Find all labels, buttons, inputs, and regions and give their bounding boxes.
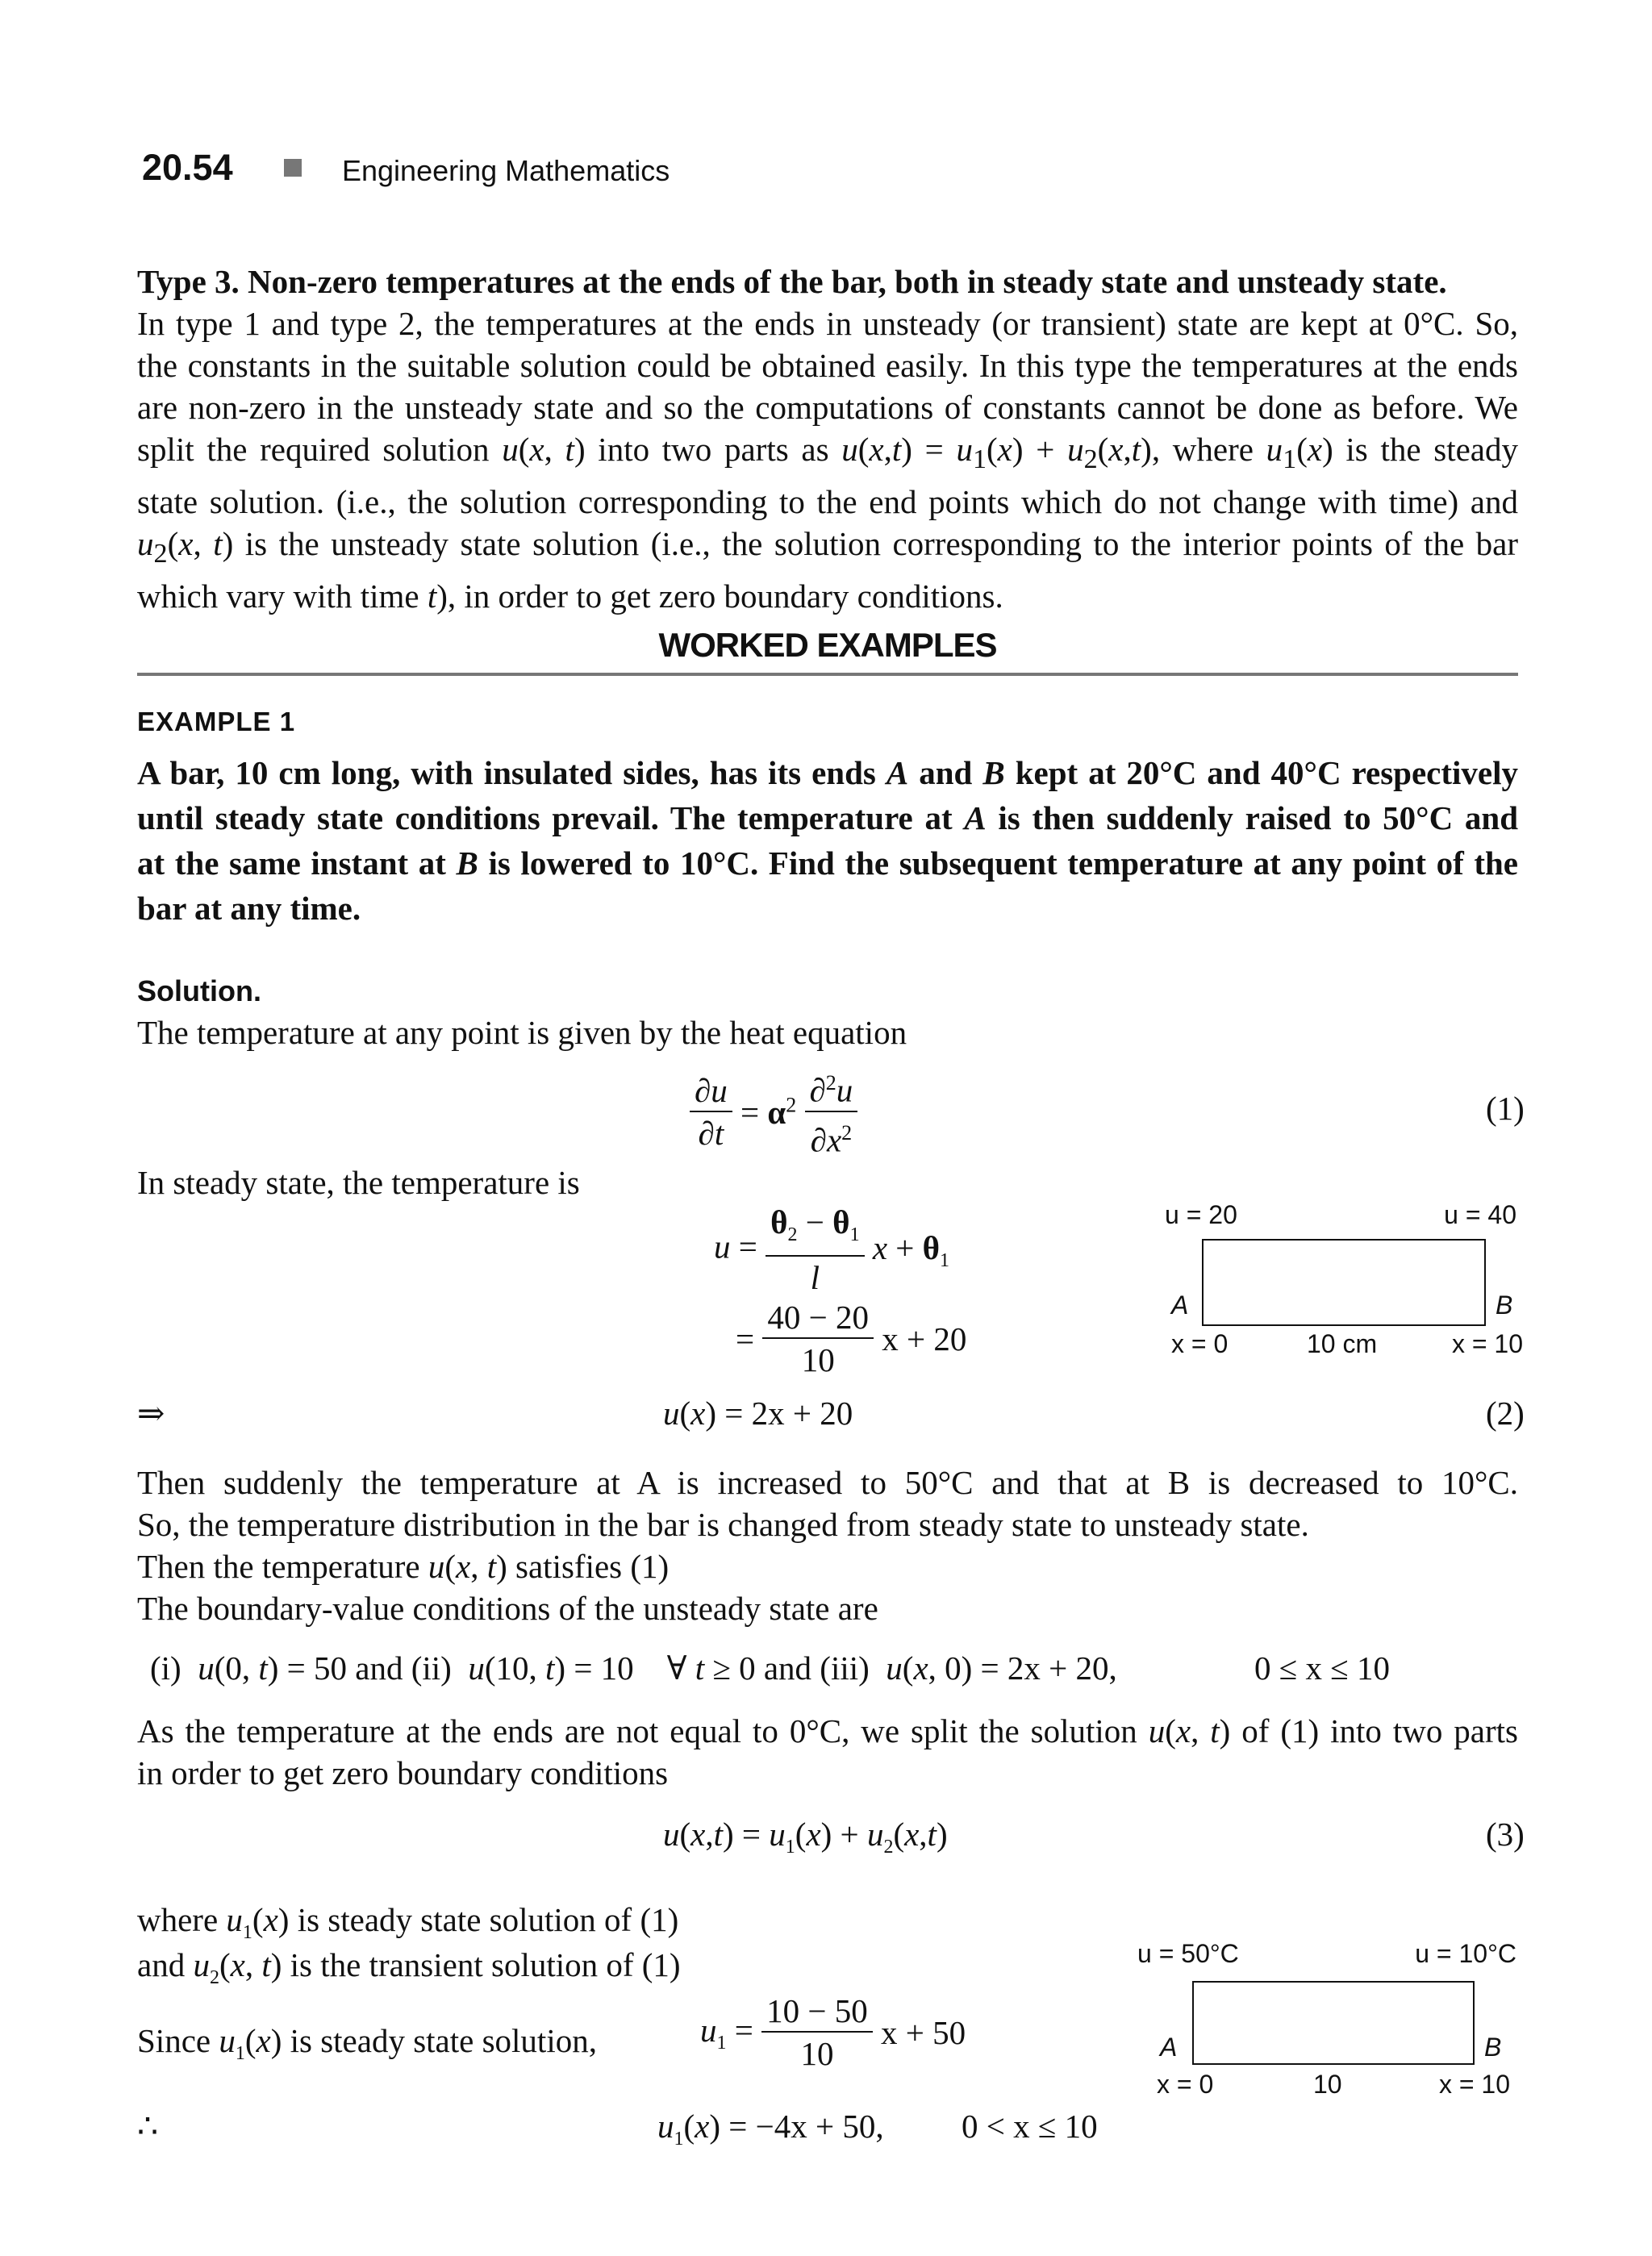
- u1-range: 0 < x ≤ 10: [962, 2108, 1098, 2145]
- section-divider: [137, 673, 1518, 676]
- then-line-2: So, the temperature distribution in the bar is changed from steady state to unsteady state.: [137, 1506, 1309, 1543]
- diagram2-right-end: B: [1484, 2033, 1502, 2062]
- boundary-conditions: (i) u(0, t) = 50 and (ii) u(10, t) = 10 ∀ t ≥ 0 and (iii) u(x, 0) = 2x + 20,: [150, 1649, 1117, 1687]
- eq3: $u(x,t) = u_1(x) + u_2(x,t)$: [663, 1816, 948, 1858]
- heat-equation: $\frac{\partial u}{\partial t}$ = $\alpha^2$ $\frac{\partial^2u}{\partial x^2}$: [690, 1063, 857, 1161]
- diagram2-left-bottom: x = 0: [1157, 2070, 1214, 2099]
- type3-line-2: the constants in the suitable solution could be obtained easily. In this type the temperatures at the ends: [137, 347, 1518, 384]
- diagram2-middle-bottom: 10: [1313, 2070, 1342, 2099]
- diagram1-right-bottom: x = 10: [1451, 1329, 1523, 1358]
- bar-diagram-steady: [1153, 1200, 1525, 1370]
- heat-intro: The temperature at any point is given by the heat equation: [137, 1014, 907, 1051]
- split-line-1: As the temperature at the ends are not equal to 0°C, we split the solution u(x, t) of (1) into two parts: [137, 1712, 1518, 1749]
- example-line-4: bar at any time.: [137, 890, 361, 927]
- diagram1-left-bottom: x = 0: [1171, 1329, 1229, 1358]
- worked-examples-title: WORKED EXAMPLES: [658, 626, 997, 664]
- split-paragraph: [137, 1710, 1518, 1794]
- type3-line-3: are non-zero in the unsteady state and so the computations of constants cannot be done as before. We: [137, 389, 1518, 426]
- u1-formula: $u_1$ = $\frac{10 - 50}{10}$ x + 50: [700, 1992, 966, 2072]
- type3-line-4: split the required solution u(x, t) into two parts as $u(x,t) = u_1(x) + u_2(x,t)$, where $u_1(x)$ is the steady: [137, 431, 1518, 475]
- diagram1-left-top: u = 20: [1165, 1200, 1237, 1229]
- steady-intro: In steady state, the temperature is: [137, 1164, 580, 1201]
- type3-paragraph: [137, 302, 1518, 617]
- page-number: 20.54: [142, 147, 233, 188]
- diagram1-right-top: u = 40: [1444, 1200, 1516, 1229]
- example-line-2: until steady state conditions prevail. The temperature at A is then suddenly raised to 50°C and: [137, 799, 1518, 836]
- where-line-2: and $u_2(x$, t) is the transient solution of (1): [137, 1946, 681, 1989]
- diagram2-right-top: u = 10°C: [1415, 1939, 1516, 1968]
- example-statement: [137, 750, 1518, 931]
- split-line-2: in order to get zero boundary conditions: [137, 1754, 669, 1791]
- diagram2-bar: [1192, 1981, 1475, 2065]
- diagram1-bar: [1202, 1239, 1486, 1326]
- diagram2-right-bottom: x = 10: [1438, 2070, 1510, 2099]
- example-line-1: A bar, 10 cm long, with insulated sides, has its ends A and B kept at 20°C and 40°C respectively: [137, 754, 1519, 791]
- example-label: EXAMPLE 1: [137, 707, 296, 736]
- header-square-icon: [284, 159, 302, 177]
- eq3-number: (3): [1486, 1816, 1525, 1853]
- then-line-3: Then the temperature u(x, t) satisfies (1): [137, 1548, 670, 1585]
- diagram1-middle-bottom: 10 cm: [1307, 1329, 1378, 1358]
- type3-line-5: state solution. (i.e., the solution corresponding to the end points which do not change with time) and: [137, 483, 1518, 521]
- bar-diagram-unsteady: [1137, 1939, 1516, 2108]
- therefore-symbol: ∴: [137, 2108, 159, 2145]
- type3-heading: Type 3. Non-zero temperatures at the ends of the bar, both in steady state and unsteady state.: [137, 263, 1447, 300]
- eq2-number: (2): [1486, 1395, 1525, 1432]
- example-line-3: at the same instant at B is lowered to 10°C. Find the subsequent temperature at any point of the: [137, 844, 1518, 882]
- then-paragraph: [137, 1462, 1518, 1629]
- then-line-1: Then suddenly the temperature at A is increased to 50°C and that at B is decreased to 10°C.: [137, 1464, 1518, 1501]
- eq2: u(x) = 2x + 20: [663, 1395, 853, 1432]
- since-line: Since $u_1(x)$ is steady state solution,: [137, 2022, 597, 2065]
- type3-line-6: $u_2(x$, t) is the unsteady state solution (i.e., the solution corresponding to the interior points of the bar: [137, 525, 1519, 569]
- solution-label: Solution.: [137, 974, 261, 1007]
- bv-intro: The boundary-value conditions of the unsteady state are: [137, 1590, 878, 1627]
- diagram2-left-top: u = 50°C: [1137, 1939, 1239, 1968]
- diagram1-right-end: B: [1496, 1291, 1513, 1320]
- steady-state-formula: u = $\frac{\theta_2 - \theta_1}{l}$ $x + \theta_1$: [714, 1203, 950, 1297]
- u1-final: $u_1(x) = -4x + 50$,: [657, 2108, 884, 2150]
- diagram1-left-end: A: [1171, 1291, 1189, 1320]
- where-line-1: where $u_1(x)$ is steady state solution of (1): [137, 1901, 679, 1944]
- type3-line-1: In type 1 and type 2, the temperatures at the ends in unsteady (or transient) state are kept at 0°C. So,: [137, 305, 1518, 342]
- implies-symbol: ⇒: [137, 1395, 165, 1432]
- eq1-number: (1): [1486, 1090, 1525, 1127]
- steady-state-substitution: = $\frac{40 - 20}{10}$ x + 20: [736, 1299, 967, 1378]
- bv-range: 0 ≤ x ≤ 10: [1254, 1649, 1391, 1687]
- type3-line-7: which vary with time t), in order to get zero boundary conditions.: [137, 578, 1003, 615]
- book-title: Engineering Mathematics: [342, 154, 670, 187]
- diagram2-left-end: A: [1160, 2033, 1178, 2062]
